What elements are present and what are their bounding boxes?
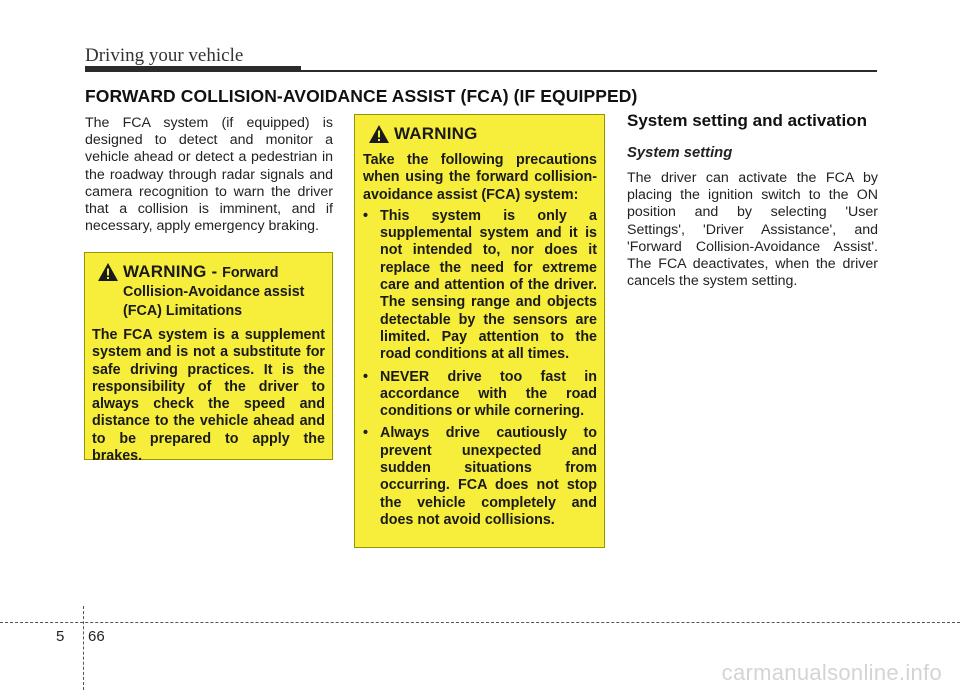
warning-box-precautions — [354, 114, 605, 548]
warning-triangle-icon — [368, 124, 390, 144]
warning-header — [363, 123, 597, 144]
list-item — [363, 425, 597, 529]
bullet-dot: • — [363, 425, 369, 442]
intro-paragraph: The FCA system (if equipped) is designed to detect and monitor a vehicle ahead or detect a pedestrian in the roadway through radar signals and camera recognition to warn the driver that a collision is imminent, and if necessary, apply emergency braking. — [85, 115, 333, 235]
section-header: Driving your vehicle — [85, 45, 244, 66]
footer-rule — [0, 622, 960, 623]
warning-body: The FCA system is a supplement system and is not a substitute for safe driving practices. It is the responsibility of the driver to always check the speed and distance to the vehicle ahead and to be prepared to apply the brakes. — [92, 327, 325, 465]
section-heading: System setting and activation — [627, 111, 867, 130]
footer-divider — [83, 606, 84, 690]
system-setting-section — [627, 111, 878, 290]
warning-intro: Take the following precautions when using the forward collision-avoidance assist (FCA) system: — [363, 152, 597, 203]
page-title: FORWARD COLLISION-AVOIDANCE ASSIST (FCA) (IF EQUIPPED) — [85, 86, 638, 106]
warning-box-limitations — [84, 252, 333, 465]
list-item — [363, 208, 597, 364]
warning-subtitle-first: Forward — [222, 265, 279, 281]
header-rule-thin — [301, 70, 877, 72]
bullet-text: Always drive cautiously to prevent unexpected and sudden situations from occurring. FCA does not stop the vehicle completely and does not avoid collisions. — [380, 425, 597, 528]
warning-word: WARNING - — [123, 262, 218, 281]
warning-triangle-icon — [97, 262, 119, 282]
watermark: carmanualsonline.info — [721, 660, 942, 685]
warning-word: WARNING — [394, 124, 478, 143]
subsection-heading: System setting — [627, 145, 733, 161]
bullet-dot: • — [363, 368, 369, 385]
chapter-number: 5 — [56, 628, 65, 645]
header-rule-thick — [85, 66, 301, 72]
page-number: 66 — [88, 628, 105, 645]
warning-title — [123, 261, 325, 320]
warning-header — [92, 261, 325, 320]
system-setting-paragraph: The driver can activate the FCA by placing the ignition switch to the ON position and by selecting 'User Settings', 'Driver Assistance', and 'Forward Collision-Avoidance Assist'. The FCA deactivates, when the driver cancels the system setting. — [627, 170, 878, 290]
warning-title — [394, 123, 478, 144]
warning-subtitle-rest: Collision-Avoidance assist (FCA) Limitations — [123, 284, 305, 319]
bullet-text: NEVER drive too fast in accordance with the road conditions or while cornering. — [380, 368, 597, 420]
warning-bullet-list — [363, 208, 597, 529]
bullet-text: This system is only a supplemental system and it is not intended to, nor does it replace the need for extreme care and attention of the driver. The sensing range and objects detectable by the sensors are limited. Pay attention to the road conditions at all times. — [380, 207, 597, 363]
list-item — [363, 369, 597, 421]
bullet-dot: • — [363, 207, 369, 224]
